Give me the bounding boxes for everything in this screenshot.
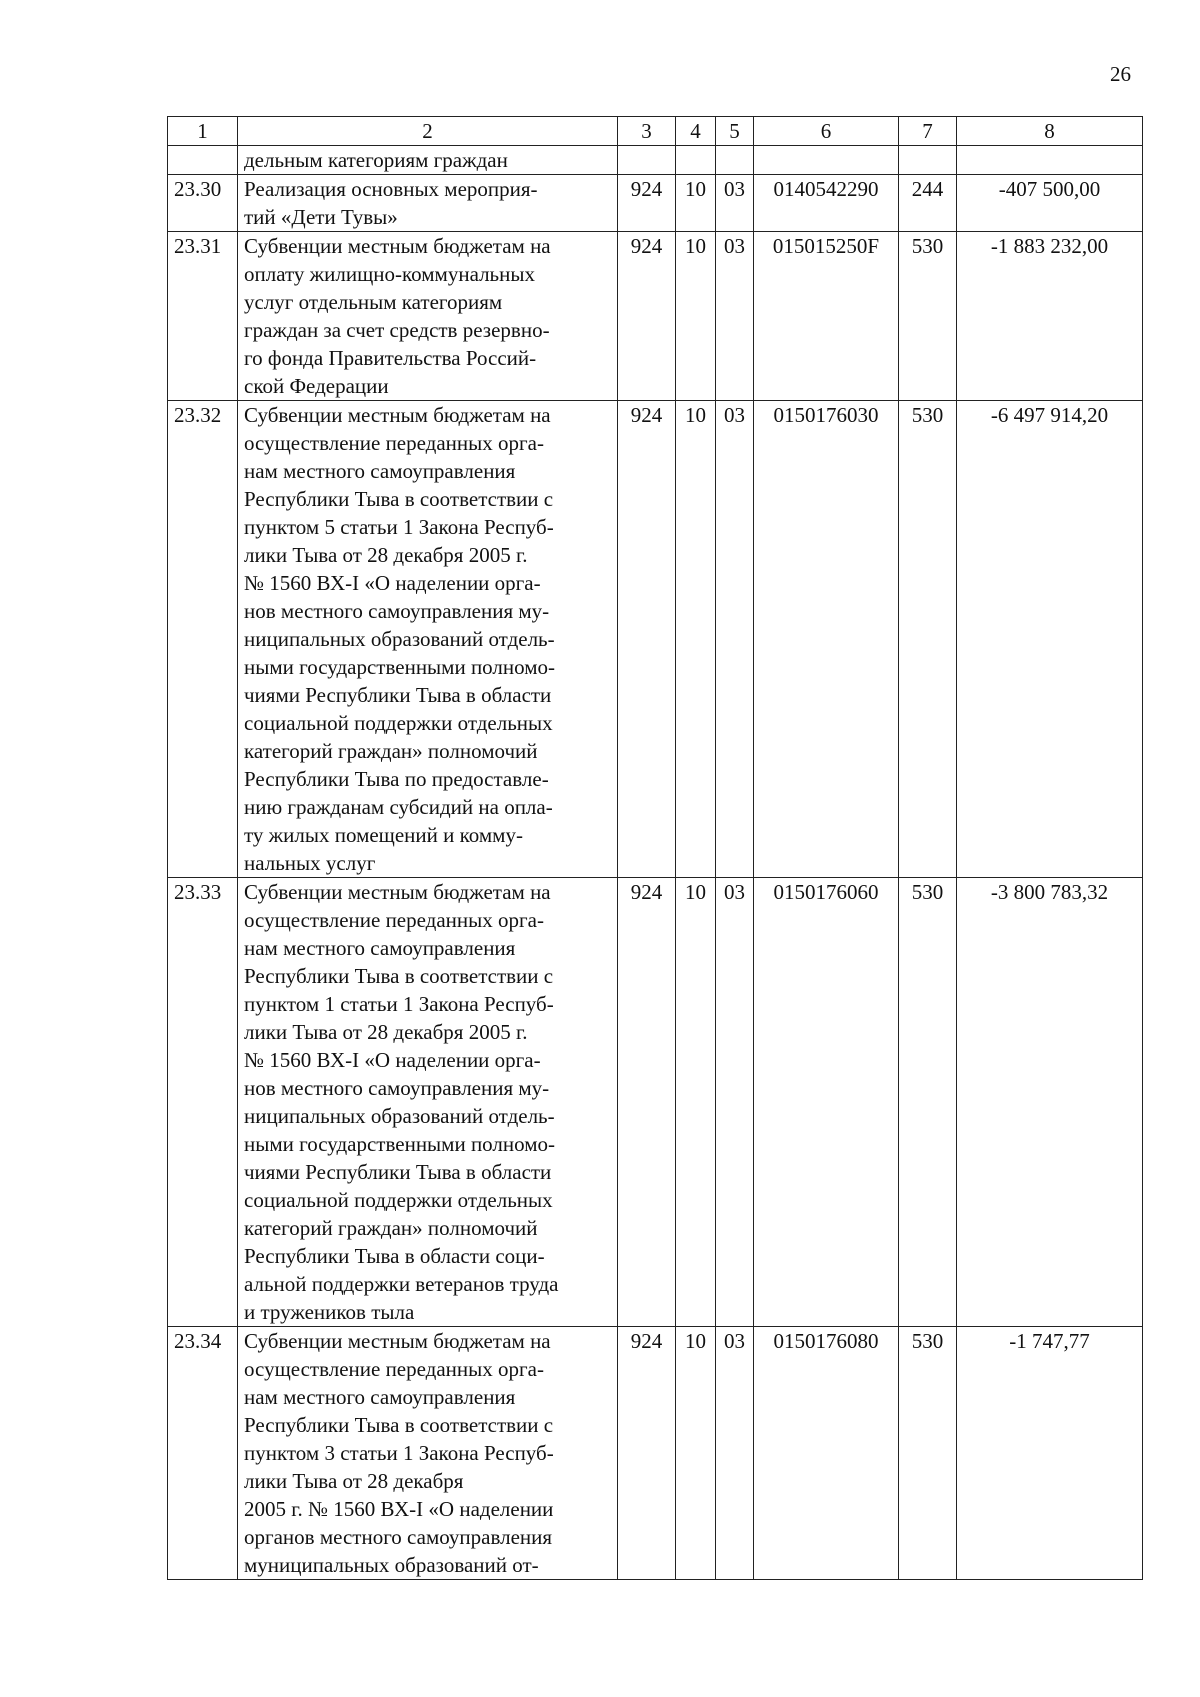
empty-cell [676, 146, 716, 175]
section-code: 10 [676, 232, 716, 401]
header-cell: 3 [618, 117, 676, 146]
header-cell: 2 [238, 117, 618, 146]
row-description [238, 401, 618, 878]
section-code: 10 [676, 1327, 716, 1580]
empty-cell [899, 146, 957, 175]
subsection-code: 03 [716, 175, 754, 232]
description-line: Республики Тыва в области соци- [244, 1244, 545, 1268]
description-line: ту жилых помещений и комму- [244, 823, 523, 847]
ministry-code: 924 [618, 878, 676, 1327]
description-line: ской Федерации [244, 374, 389, 398]
amount: -1 883 232,00 [957, 232, 1143, 401]
expense-type-code: 244 [899, 175, 957, 232]
table-header-row [168, 117, 1143, 146]
description-line: лики Тыва от 28 декабря 2005 г. [244, 543, 528, 567]
description-line: нов местного самоуправления му- [244, 1076, 550, 1100]
description-line: нальных услуг [244, 851, 376, 875]
empty-cell [957, 146, 1143, 175]
subsection-code: 03 [716, 232, 754, 401]
description-line: альной поддержки ветеранов труда [244, 1272, 559, 1296]
header-cell: 4 [676, 117, 716, 146]
description-line: нов местного самоуправления му- [244, 599, 550, 623]
expense-type-code: 530 [899, 878, 957, 1327]
budget-table [167, 116, 1143, 1580]
target-article-code: 0150176030 [754, 401, 899, 878]
expense-type-code: 530 [899, 1327, 957, 1580]
description-line: Республики Тыва по предоставле- [244, 767, 549, 791]
description-line: граждан за счет средств резервно- [244, 318, 550, 342]
description-line: чиями Республики Тыва в области [244, 683, 552, 707]
description-line: муниципальных образований от- [244, 1553, 539, 1577]
row-number: 23.33 [168, 878, 238, 1327]
description-line: № 1560 ВХ-I «О наделении орга- [244, 571, 541, 595]
row-number: 23.31 [168, 232, 238, 401]
section-code: 10 [676, 878, 716, 1327]
page-number: 26 [1110, 62, 1131, 86]
empty-cell [754, 146, 899, 175]
description-line: Субвенции местным бюджетам на [244, 880, 551, 904]
ministry-code: 924 [618, 175, 676, 232]
subsection-code: 03 [716, 1327, 754, 1580]
description-line: тий «Дети Тувы» [244, 205, 398, 229]
empty-cell [168, 146, 238, 175]
row-description [238, 175, 618, 232]
description-line: Республики Тыва в соответствии с [244, 964, 554, 988]
target-article-code: 0150176080 [754, 1327, 899, 1580]
description-line: Субвенции местным бюджетам на [244, 234, 551, 258]
expense-type-code: 530 [899, 401, 957, 878]
description-line: пунктом 5 статьи 1 Закона Респуб- [244, 515, 554, 539]
subsection-code: 03 [716, 401, 754, 878]
description-line: социальной поддержки отдельных [244, 1188, 553, 1212]
amount: -407 500,00 [957, 175, 1143, 232]
target-article-code: 015015250F [754, 232, 899, 401]
header-cell: 7 [899, 117, 957, 146]
description-line: осуществление переданных орга- [244, 1357, 544, 1381]
target-article-code: 0150176060 [754, 878, 899, 1327]
row-description [238, 878, 618, 1327]
header-cell: 8 [957, 117, 1143, 146]
description-line: нам местного самоуправления [244, 459, 516, 483]
amount: -6 497 914,20 [957, 401, 1143, 878]
row-description [238, 1327, 618, 1580]
row-number: 23.32 [168, 401, 238, 878]
subsection-code: 03 [716, 878, 754, 1327]
row-number: 23.34 [168, 1327, 238, 1580]
description-line: и тружеников тыла [244, 1300, 415, 1324]
description-line: нам местного самоуправления [244, 1385, 516, 1409]
description-line: нам местного самоуправления [244, 936, 516, 960]
empty-cell [618, 146, 676, 175]
description-line: № 1560 ВХ-I «О наделении орга- [244, 1048, 541, 1072]
amount: -3 800 783,32 [957, 878, 1143, 1327]
description-line: услуг отдельным категориям [244, 290, 503, 314]
target-article-code: 0140542290 [754, 175, 899, 232]
description-line: осуществление переданных орга- [244, 908, 544, 932]
row-description [238, 232, 618, 401]
description-line: ными государственными полномо- [244, 655, 556, 679]
description-line: Республики Тыва в соответствии с [244, 487, 554, 511]
description-line: пунктом 3 статьи 1 Закона Респуб- [244, 1441, 554, 1465]
description-line: Реализация основных мероприя- [244, 177, 538, 201]
description-line: Субвенции местным бюджетам на [244, 403, 551, 427]
table-row [168, 232, 1143, 401]
empty-cell [716, 146, 754, 175]
description-line: категорий граждан» полномочий [244, 739, 538, 763]
ministry-code: 924 [618, 232, 676, 401]
header-cell: 6 [754, 117, 899, 146]
description-line: социальной поддержки отдельных [244, 711, 553, 735]
description-line: оплату жилищно-коммунальных [244, 262, 535, 286]
continuation-text [238, 146, 618, 175]
description-line: нию гражданам субсидий на опла- [244, 795, 553, 819]
description-line: лики Тыва от 28 декабря 2005 г. [244, 1020, 528, 1044]
ministry-code: 924 [618, 1327, 676, 1580]
description-line: органов местного самоуправления [244, 1525, 553, 1549]
description-line: ными государственными полномо- [244, 1132, 556, 1156]
table-row [168, 175, 1143, 232]
description-line: осуществление переданных орга- [244, 431, 544, 455]
description-line: Субвенции местным бюджетам на [244, 1329, 551, 1353]
table-row [168, 401, 1143, 878]
description-line: дельным категориям граждан [244, 148, 508, 172]
table-row [168, 1327, 1143, 1580]
amount: -1 747,77 [957, 1327, 1143, 1580]
description-line: пунктом 1 статьи 1 Закона Респуб- [244, 992, 554, 1016]
section-code: 10 [676, 175, 716, 232]
section-code: 10 [676, 401, 716, 878]
continuation-row [168, 146, 1143, 175]
expense-type-code: 530 [899, 232, 957, 401]
description-line: 2005 г. № 1560 ВХ-I «О наделении [244, 1497, 554, 1521]
description-line: лики Тыва от 28 декабря [244, 1469, 464, 1493]
header-cell: 1 [168, 117, 238, 146]
description-line: Республики Тыва в соответствии с [244, 1413, 554, 1437]
ministry-code: 924 [618, 401, 676, 878]
row-number: 23.30 [168, 175, 238, 232]
description-line: чиями Республики Тыва в области [244, 1160, 552, 1184]
header-cell: 5 [716, 117, 754, 146]
table-row [168, 878, 1143, 1327]
description-line: ниципальных образований отдель- [244, 627, 555, 651]
description-line: го фонда Правительства Россий- [244, 346, 537, 370]
description-line: ниципальных образований отдель- [244, 1104, 555, 1128]
description-line: категорий граждан» полномочий [244, 1216, 538, 1240]
